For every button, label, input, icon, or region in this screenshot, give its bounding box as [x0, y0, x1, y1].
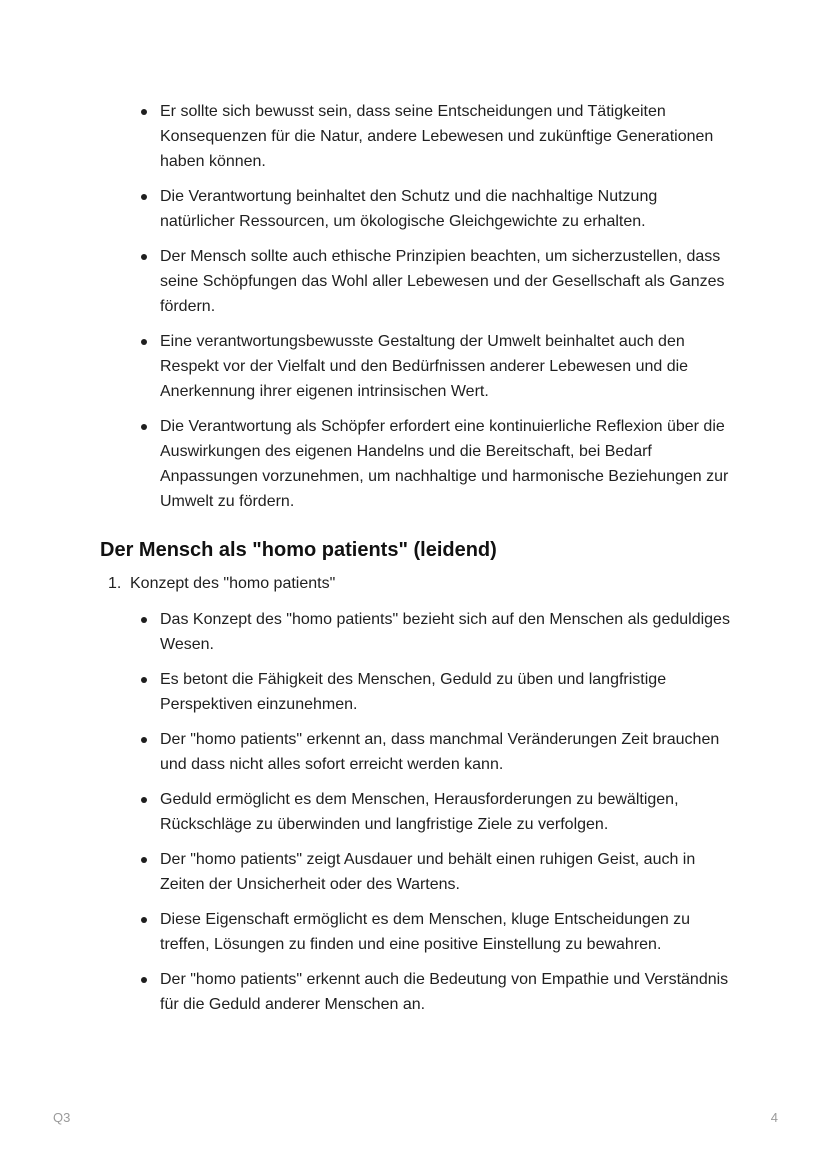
- list-item: [160, 787, 735, 837]
- list-item: [160, 244, 735, 319]
- numbered-item-label: Konzept des "homo patients": [130, 575, 336, 592]
- list-item-text: Geduld ermöglicht es dem Menschen, Herausforderungen zu bewältigen, Rückschläge zu überwinden und langfristige Ziele zu verfolgen.: [160, 791, 679, 833]
- list-item-text: Der "homo patients" zeigt Ausdauer und behält einen ruhigen Geist, auch in Zeiten der Unsicherheit oder des Wartens.: [160, 851, 696, 893]
- list-item: [160, 967, 735, 1017]
- bullet-icon: [141, 797, 147, 803]
- section-heading: Der Mensch als "homo patients" (leidend): [100, 539, 497, 561]
- list-item: [160, 907, 735, 957]
- list-item: [160, 99, 735, 174]
- list-item: [160, 184, 735, 234]
- bullet-list-bottom: [160, 607, 735, 1027]
- bullet-icon: [141, 977, 147, 983]
- list-item: [160, 414, 735, 514]
- list-item: [160, 607, 735, 657]
- list-item: [160, 847, 735, 897]
- bullet-icon: [141, 677, 147, 683]
- page-number: 4: [770, 1110, 778, 1125]
- bullet-icon: [141, 857, 147, 863]
- list-item-text: Der Mensch sollte auch ethische Prinzipien beachten, um sicherzustellen, dass seine Schöpfungen das Wohl aller Lebewesen und der Gesellschaft als Ganzes fördern.: [160, 248, 725, 315]
- bullet-list-top: [160, 99, 735, 524]
- footer-label: Q3: [53, 1110, 71, 1125]
- numbered-list-item: [108, 571, 335, 596]
- list-item-text: Eine verantwortungsbewusste Gestaltung der Umwelt beinhaltet auch den Respekt vor der Vielfalt und den Bedürfnissen anderer Lebewesen und die Anerkennung ihrer eigenen intrinsischen Wert.: [160, 333, 689, 400]
- bullet-icon: [141, 737, 147, 743]
- list-item: [160, 329, 735, 404]
- bullet-icon: [141, 424, 147, 430]
- bullet-icon: [141, 339, 147, 345]
- list-number: 1.: [108, 575, 122, 592]
- list-item-text: Es betont die Fähigkeit des Menschen, Geduld zu üben und langfristige Perspektiven einzunehmen.: [160, 671, 667, 713]
- bullet-icon: [141, 194, 147, 200]
- bullet-icon: [141, 617, 147, 623]
- bullet-icon: [141, 917, 147, 923]
- bullet-icon: [141, 109, 147, 115]
- list-item-text: Das Konzept des "homo patients" bezieht sich auf den Menschen als geduldiges Wesen.: [160, 611, 730, 653]
- list-item-text: Diese Eigenschaft ermöglicht es dem Menschen, kluge Entscheidungen zu treffen, Lösungen zu finden und eine positive Einstellung zu bewahren.: [160, 911, 691, 953]
- list-item-text: Der "homo patients" erkennt an, dass manchmal Veränderungen Zeit brauchen und dass nicht alles sofort erreicht werden kann.: [160, 731, 720, 773]
- bullet-icon: [141, 254, 147, 260]
- list-item-text: Der "homo patients" erkennt auch die Bedeutung von Empathie und Verständnis für die Geduld anderer Menschen an.: [160, 971, 729, 1013]
- list-item: [160, 727, 735, 777]
- list-item-text: Die Verantwortung als Schöpfer erfordert eine kontinuierliche Reflexion über die Auswirkungen des eigenen Handelns und die Bereitschaft, bei Bedarf Anpassungen vorzunehmen, um nachhaltige und harmonische Beziehungen zur Umwelt zu fördern.: [160, 418, 729, 510]
- list-item-text: Die Verantwortung beinhaltet den Schutz und die nachhaltige Nutzung natürlicher Ressourcen, um ökologische Gleichgewichte zu erhalten.: [160, 188, 658, 230]
- list-item-text: Er sollte sich bewusst sein, dass seine Entscheidungen und Tätigkeiten Konsequenzen für die Natur, andere Lebewesen und zukünftige Generationen haben können.: [160, 103, 714, 170]
- list-item: [160, 667, 735, 717]
